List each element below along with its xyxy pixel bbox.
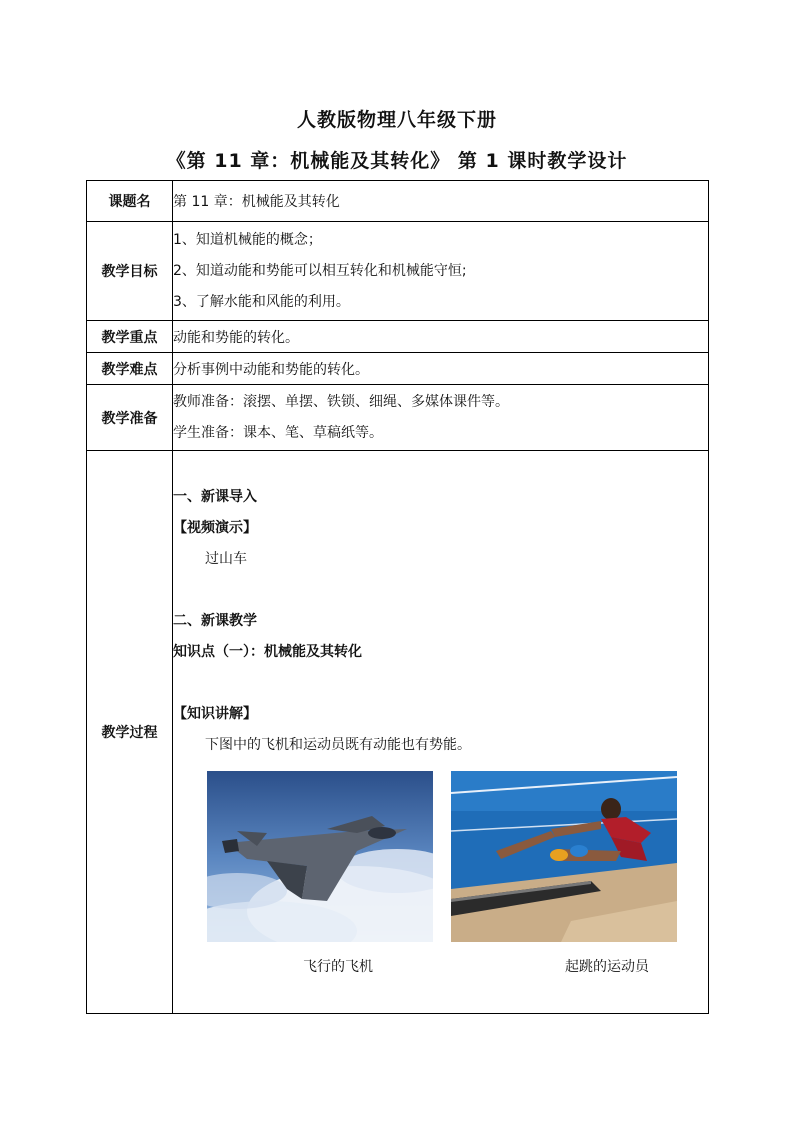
document-subtitle: 《第 11 章：机械能及其转化》 第 1 课时教学设计: [166, 150, 628, 172]
section-new-lesson-intro: 一、新课导入: [173, 489, 257, 505]
lesson-plan-table: [86, 180, 709, 1014]
preparation-cell: [173, 385, 709, 451]
section-new-teaching: 二、新课教学: [173, 613, 257, 629]
knowledge-explain-tag: 【知识讲解】: [173, 706, 257, 722]
difficulty-value: 分析事例中动能和势能的转化。: [173, 353, 709, 385]
table-row-process: [87, 451, 709, 1014]
jet-fighter-image: [207, 771, 433, 942]
difficulty-label: 教学难点: [87, 353, 173, 385]
key-point-value: 动能和势能的转化。: [173, 321, 709, 353]
table-row-key-point: [87, 321, 709, 353]
caption-athlete: 起跳的运动员: [565, 959, 649, 975]
topic-label: 课题名: [87, 181, 173, 222]
student-preparation: 学生准备：课本、笔、草稿纸等。: [173, 424, 383, 441]
spacer: [173, 668, 708, 699]
table-row-goals: [87, 222, 709, 321]
process-cell: [173, 451, 709, 1014]
image-row: [207, 771, 708, 942]
goals-cell: [173, 222, 709, 321]
video-item: 过山车: [205, 551, 247, 567]
topic-value: 第 11 章：机械能及其转化: [173, 181, 709, 222]
document-title: 人教版物理八年级下册: [296, 109, 497, 131]
table-row-difficulty: [87, 353, 709, 385]
process-label: 教学过程: [87, 451, 173, 1014]
goal-item: 2、知道动能和势能可以相互转化和机械能守恒;: [173, 262, 467, 279]
explain-text: 下图中的飞机和运动员既有动能也有势能。: [205, 737, 471, 753]
goal-item: 1、知道机械能的概念；: [173, 231, 322, 248]
key-point-label: 教学重点: [87, 321, 173, 353]
goals-label: 教学目标: [87, 222, 173, 321]
table-row-topic: [87, 181, 709, 222]
caption-airplane: 飞行的飞机: [303, 959, 373, 975]
teacher-preparation: 教师准备：滚摆、单摆、铁锁、细绳、多媒体课件等。: [173, 393, 509, 410]
goal-item: 3、了解水能和风能的利用。: [173, 293, 350, 310]
preparation-label: 教学准备: [87, 385, 173, 451]
knowledge-point-title: 知识点（一）：机械能及其转化: [173, 644, 362, 660]
long-jump-athlete-image: [451, 771, 677, 942]
table-row-preparation: [87, 385, 709, 451]
image-captions: [173, 956, 708, 986]
spacer: [173, 575, 708, 606]
video-demo-tag: 【视频演示】: [173, 520, 257, 536]
